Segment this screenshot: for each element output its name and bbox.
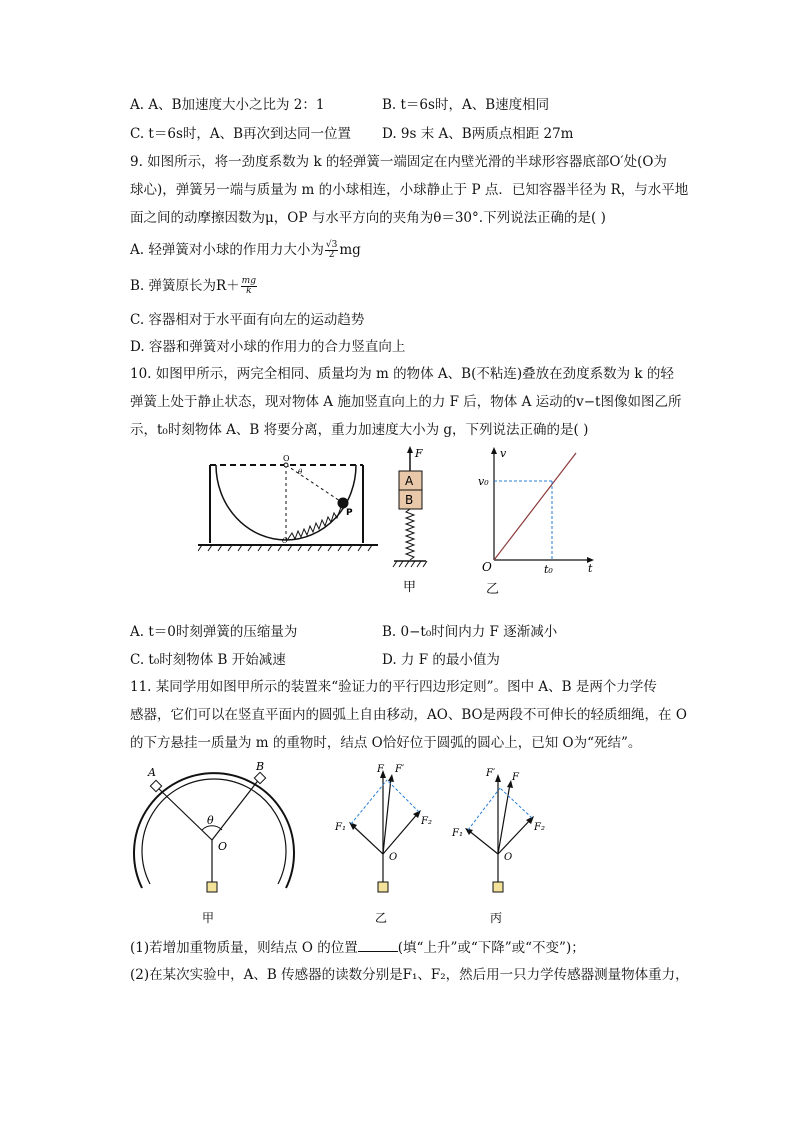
f-prime-arrow — [383, 778, 391, 854]
label-f2: F₂ — [534, 822, 545, 833]
label-f-prime: F′ — [395, 764, 405, 775]
q10-option-b: B. 0−t₀时间内力 F 逐渐减小 — [382, 624, 558, 640]
label-f: F — [415, 447, 423, 460]
q9-stem-line3: 面之间的动摩擦因数为μ，OP 与水平方向的夹角为θ＝30°.下列说法正确的是( ) — [130, 210, 606, 226]
q9-option-a-text: A. 轻弹簧对小球的作用力大小为 — [130, 242, 324, 258]
label-o-prime: O′ — [282, 537, 290, 545]
q11-parallelogram-yi — [335, 762, 440, 932]
rope-ao — [156, 786, 212, 840]
q9-stem-line2: 球心)，弹簧另一端与质量为 m 的小球相连，小球静止于 P 点．已知容器半径为 R，与水平地 — [130, 182, 689, 198]
q10-stem-line3: 示，t₀时刻物体 A、B 将要分离，重力加速度大小为 g，下列说法正确的是( ) — [130, 422, 589, 438]
q8-option-c: C. t＝6s时，A、B再次到达同一位置 — [130, 126, 352, 142]
q11-stem-line2: 感器，它们可以在竖直平面内的圆弧上自由移动，AO、BO是两段不可伸长的轻质细绳，在 O — [130, 707, 687, 723]
q9-stem-line1: 9. 如图所示，将一劲度系数为 k 的轻弹簧一端固定在内壁光滑的半球形容器底部O′处(O为 — [130, 154, 667, 170]
label-o: O — [504, 852, 513, 863]
label-origin: O — [482, 560, 492, 574]
q11-parallelogram-bing — [450, 762, 555, 932]
label-bing: 丙 — [490, 911, 503, 925]
q11-stem-line1: 11. 某同学用如图甲所示的装置来“验证力的平行四边形定则”。图中 A、B 是两个力学传 — [130, 679, 657, 695]
q9-option-a — [130, 240, 361, 260]
label-f2: F₂ — [421, 816, 432, 827]
label-b: B — [256, 760, 265, 773]
label-theta: θ — [298, 468, 303, 476]
f1-arrow — [468, 830, 498, 854]
q9-option-a-fraction — [325, 241, 338, 260]
q9-option-c: C. 容器相对于水平面有向左的运动趋势 — [130, 312, 365, 328]
fraction-denominator: k — [246, 286, 252, 296]
q9-option-b-text: B. 弹簧原长为R＋ — [130, 278, 240, 294]
label-yi: 乙 — [486, 582, 500, 597]
center-point — [284, 463, 288, 467]
q10-vt-graph — [478, 445, 600, 575]
q10-option-a: A. t＝0时刻弹簧的压缩量为 — [130, 624, 298, 640]
answer-blank[interactable] — [358, 937, 398, 952]
label-v: v — [500, 447, 507, 460]
q8-option-a: A. A、B加速度大小之比为 2：1 — [130, 97, 325, 113]
q11-subquestion-1 — [130, 937, 585, 958]
dashed-side-1 — [351, 780, 387, 824]
dashed-side-1 — [468, 788, 500, 830]
label-block-b: B — [405, 493, 414, 507]
f2-arrow — [383, 812, 419, 854]
label-f1: F₁ — [335, 822, 346, 833]
rope-bo — [212, 778, 260, 840]
op-dashed-line — [286, 465, 343, 503]
label-o: O — [389, 852, 398, 863]
label-jia: 甲 — [202, 911, 215, 925]
weight — [207, 882, 217, 892]
label-v0: v₀ — [478, 475, 489, 488]
q10-blocks-figure — [382, 445, 442, 600]
label-p: P — [346, 508, 353, 518]
q11-stem-line3: 的下方悬挂一质量为 m 的重物时，结点 O恰好位于圆弧的圆心上，已知 O为“死结”。 — [130, 735, 642, 751]
v-axis-arrow — [491, 447, 497, 454]
ball-p — [338, 498, 349, 509]
label-block-a: A — [405, 474, 414, 488]
dashed-side-2 — [387, 780, 419, 812]
inner-arc — [142, 779, 286, 884]
weight — [378, 882, 388, 892]
vt-line — [494, 453, 576, 560]
label-f-prime: F′ — [486, 768, 496, 779]
q10-option-d: D. 力 F 的最小值为 — [382, 652, 500, 668]
q9-option-b — [130, 276, 258, 296]
sensor-b — [254, 772, 265, 783]
f-prime-arrow-head — [388, 774, 394, 782]
q11-sub1-suffix: (填“上升”或“下降”或“不变”)； — [397, 940, 585, 956]
q10-option-c: C. t₀时刻物体 B 开始减速 — [130, 652, 286, 668]
fraction-denominator: 2 — [328, 250, 335, 260]
q10-stem-line2: 弹簧上处于静止状态，现对物体 A 施加竖直向上的力 F 后，物体 A 运动的v−t图像如图乙所 — [130, 394, 682, 410]
q11-sub1-prefix: (1)若增加重物质量，则结点 O 的位置 — [130, 940, 358, 956]
spring — [406, 509, 414, 560]
q9-container-figure — [198, 445, 378, 555]
force-arrow-head — [407, 446, 413, 453]
q11-subquestion-2: (2)在某次实验中，A、B 传感器的读数分别是F₁、F₂，然后用一只力学传感器测量物体重力， — [130, 967, 689, 983]
label-o: O — [218, 840, 228, 853]
q9-option-d: D. 容器和弹簧对小球的作用力的合力竖直向上 — [130, 339, 406, 355]
q8-option-d: D. 9s 末 A、B两质点相距 27m — [382, 126, 574, 142]
label-jia: 甲 — [403, 580, 417, 595]
fraction-numerator: √3 — [325, 240, 338, 250]
label-f: F — [377, 764, 384, 775]
q10-stem-line1: 10. 如图甲所示，两完全相同、质量均为 m 的物体 A、B(不粘连)叠放在劲度系数为 k 的轻 — [130, 366, 674, 382]
label-t0: t₀ — [544, 563, 553, 575]
label-a: A — [148, 766, 156, 779]
q9-option-b-fraction — [241, 277, 257, 296]
label-f: F — [512, 772, 519, 783]
q9-option-a-suffix: mg — [339, 242, 361, 258]
label-theta: θ — [207, 814, 214, 827]
f-prime-arrow-head — [495, 774, 501, 782]
label-t: t — [588, 562, 593, 575]
q8-option-b: B. t＝6s时，A、B速度相同 — [382, 97, 550, 113]
q11-frame-figure — [128, 760, 303, 930]
weight — [493, 882, 503, 892]
label-o: O — [283, 454, 290, 463]
label-f1: F₁ — [452, 828, 463, 839]
f1-arrow — [351, 824, 383, 854]
fraction-numerator: mg — [241, 276, 256, 286]
base-hatch — [393, 561, 427, 567]
label-yi: 乙 — [375, 911, 388, 925]
